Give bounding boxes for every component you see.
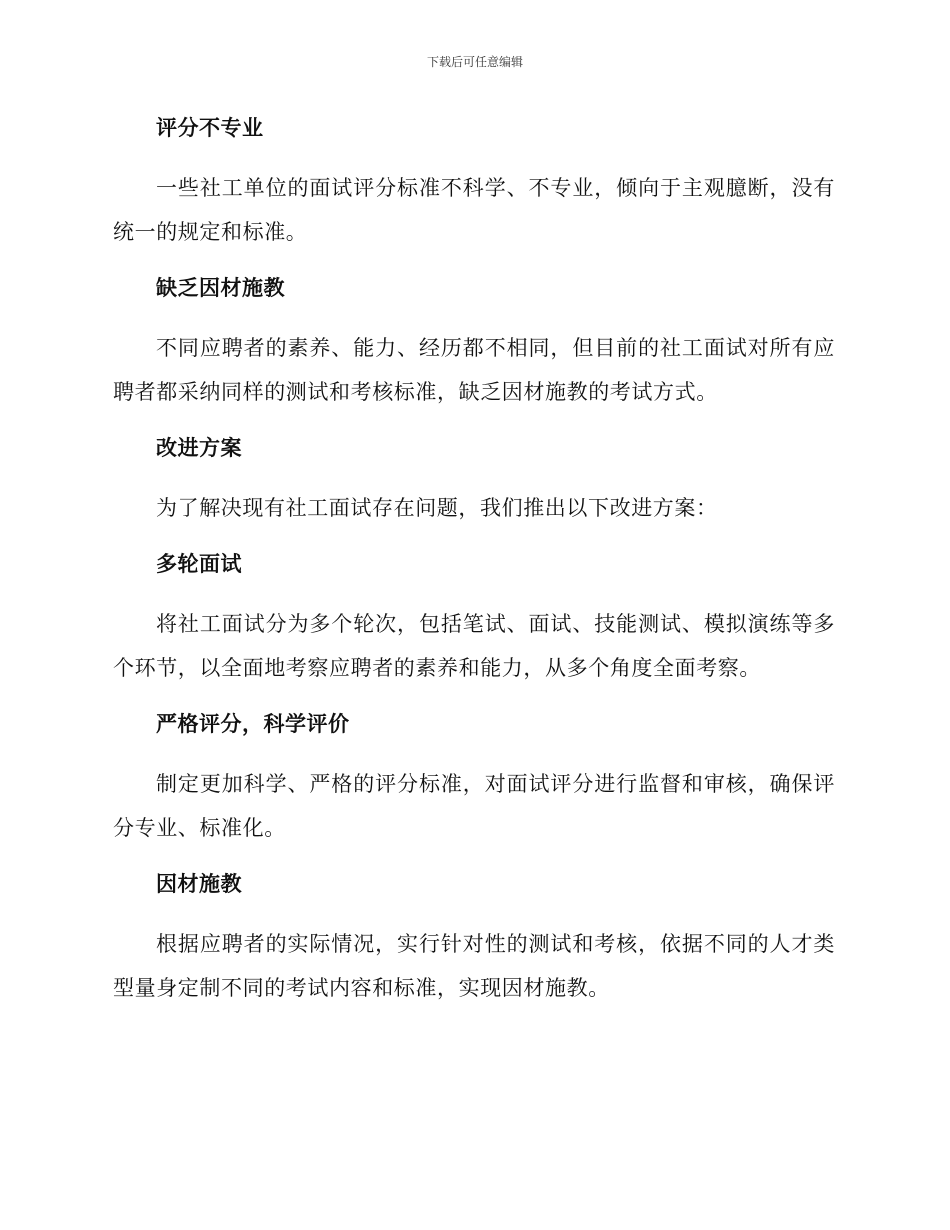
- section-heading: 评分不专业: [156, 116, 264, 140]
- section-paragraph: 不同应聘者的素养、能力、经历都不相同，但目前的社工面试对所有应聘者都采纳同样的测试和考核标准，缺乏因材施教的考试方式。: [113, 336, 835, 404]
- section-heading: 严格评分，科学评价: [156, 712, 350, 736]
- section-paragraph: 为了解决现有社工面试存在问题，我们推出以下改进方案：: [156, 496, 718, 520]
- section-paragraph: 将社工面试分为多个轮次，包括笔试、面试、技能测试、模拟演练等多个环节，以全面地考察应聘者的素养和能力，从多个角度全面考察。: [113, 612, 835, 680]
- header-note: 下载后可任意编辑: [426, 55, 523, 69]
- section-paragraph: 一些社工单位的面试评分标准不科学、不专业，倾向于主观臆断，没有统一的规定和标准。: [113, 176, 835, 244]
- section-heading: 因材施教: [156, 872, 242, 896]
- document-body: [113, 112, 835, 1010]
- section-heading: 改进方案: [156, 436, 242, 460]
- section-heading: 多轮面试: [156, 552, 242, 576]
- section-paragraph: 根据应聘者的实际情况，实行针对性的测试和考核，依据不同的人才类型量身定制不同的考试内容和标准，实现因材施教。: [113, 932, 835, 1000]
- section-paragraph: 制定更加科学、严格的评分标准，对面试评分进行监督和审核，确保评分专业、标准化。: [113, 772, 835, 840]
- section-heading: 缺乏因材施教: [156, 276, 285, 300]
